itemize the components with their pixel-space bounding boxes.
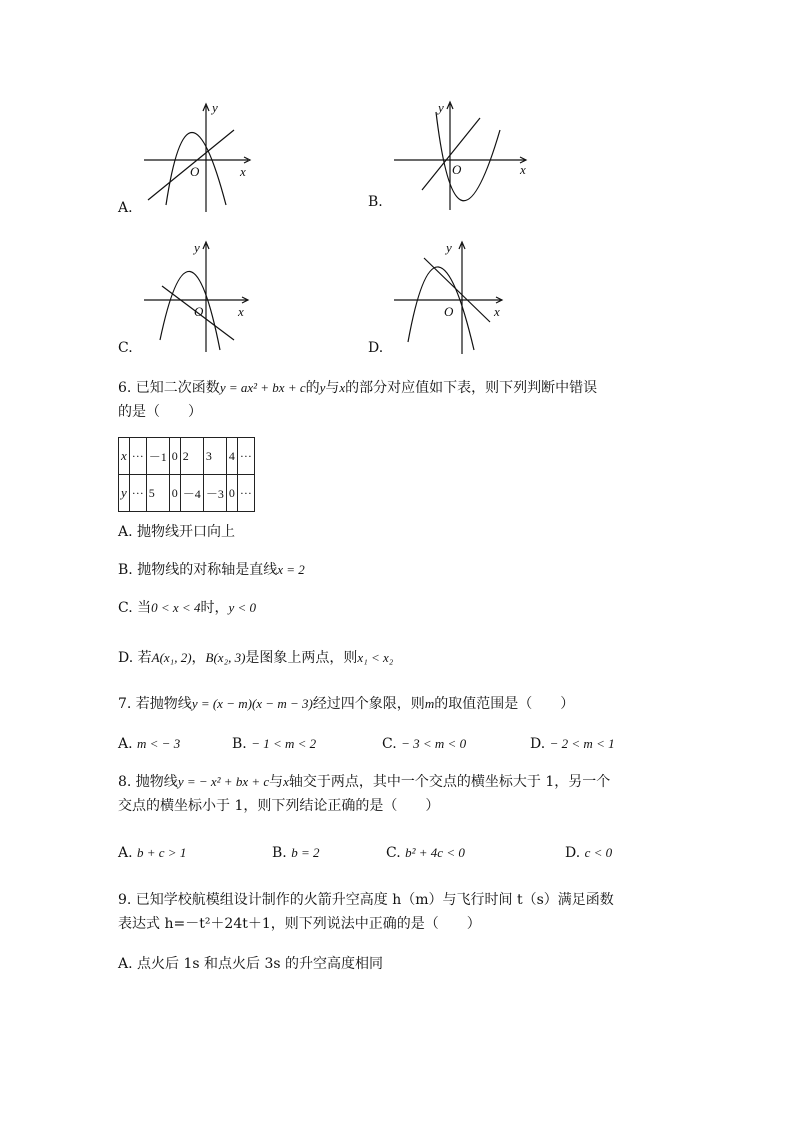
graph-option-d: [368, 238, 518, 360]
x-axis-label: x: [240, 164, 246, 179]
y-axis-label: y: [446, 240, 452, 255]
q7-stem: [118, 694, 574, 714]
graph-a-label: A.: [118, 200, 133, 216]
graph-option-c: [118, 238, 258, 360]
q7-option-b-math: − 1 < m < 2: [251, 736, 317, 751]
q6-function: y = ax² + bx + c: [219, 380, 306, 395]
q6-mid: 的: [305, 380, 320, 396]
q7-suffix-b: 的取值范围是（ ）: [434, 696, 575, 712]
q6-option-d-math1: A(x₁, 2): [151, 650, 192, 665]
q8-option-b-label: B.: [272, 845, 287, 861]
parabola: [408, 267, 474, 350]
table-cell: x: [119, 438, 130, 475]
q8-var-x: x: [283, 774, 289, 789]
table-cell: ···: [237, 475, 254, 512]
graph-a-figure: [138, 100, 258, 220]
table-cell: 3: [203, 438, 226, 475]
y-axis-label: y: [212, 100, 218, 115]
table-cell: －1: [146, 438, 169, 475]
q7-option-d-label: D.: [530, 736, 546, 752]
parabola: [436, 112, 500, 201]
q6-value-table: [118, 437, 255, 512]
q8-option-c-math: b² + 4c < 0: [405, 845, 465, 860]
q8-option-d-math: c < 0: [584, 845, 613, 860]
line: [422, 118, 480, 190]
q7-var-m: m: [424, 696, 435, 711]
table-cell: 2: [180, 438, 203, 475]
table-cell: 0: [169, 438, 180, 475]
origin-label: O: [190, 164, 200, 179]
x-axis-label: x: [520, 162, 526, 177]
table-cell: 0: [169, 475, 180, 512]
q8-option-b-math: b = 2: [291, 845, 320, 860]
graph-d-label: D.: [368, 340, 384, 356]
q6-option-d-math2: B(x₂, 3): [205, 650, 246, 665]
graph-c-label: C.: [118, 340, 133, 356]
q7-option-c-math: − 3 < m < 0: [401, 736, 467, 751]
origin-label: O: [444, 304, 454, 319]
q8-option-a-label: A.: [118, 845, 133, 861]
graph-b-label: B.: [368, 194, 383, 210]
q6-option-d-math3: x₁ < x₂: [357, 650, 394, 665]
table-row-x: [119, 438, 255, 475]
q6-option-d-mid: 是图象上两点，则: [245, 650, 358, 666]
q6-option-c-mid: 时，: [200, 600, 229, 616]
q6-option-c-text: C. 当: [118, 600, 152, 616]
q6-option-d: [118, 648, 393, 668]
graph-c-figure: [138, 238, 258, 358]
q7-function: y = (x − m)(x − m − 3): [191, 696, 313, 711]
q6-option-c: [118, 598, 256, 618]
q6-var-x: x: [339, 380, 346, 395]
q9-line1: 9. 已知学校航模组设计制作的火箭升空高度 h（m）与飞行时间 t（s）满足函数: [118, 892, 614, 908]
q7-prefix: 7. 若抛物线: [118, 696, 192, 712]
q8-prefix: 8. 抛物线: [118, 774, 178, 790]
q8-function: y = − x² + bx + c: [177, 774, 270, 789]
q7-option-c: [382, 734, 466, 754]
graph-d-figure: [390, 238, 510, 358]
q7-option-c-label: C.: [382, 736, 397, 752]
table-row-y: [119, 475, 255, 512]
q6-option-c-math2: y < 0: [228, 600, 256, 615]
q6-line1: [118, 378, 597, 398]
q7-option-b-label: B.: [232, 736, 247, 752]
graph-option-a: [118, 100, 258, 222]
q6-option-b-text: B. 抛物线的对称轴是直线: [118, 562, 278, 578]
q6-line2: 的是（ ）: [118, 404, 202, 420]
x-axis-label: x: [238, 304, 244, 319]
origin-label: O: [194, 304, 204, 319]
q6-option-c-math1: 0 < x < 4: [151, 600, 201, 615]
q7-option-d: [530, 734, 615, 754]
q8-option-c-label: C.: [386, 845, 401, 861]
q7-suffix-a: 经过四个象限，则: [312, 696, 425, 712]
origin-label: O: [452, 162, 462, 177]
graph-option-b: [368, 100, 538, 222]
q8-line1: [118, 772, 610, 792]
q9-option-a: A. 点火后 1s 和点火后 3s 的升空高度相同: [118, 956, 383, 972]
q8-line2: 交点的横坐标小于 1，则下列结论正确的是（ ）: [118, 798, 440, 814]
table-cell: ···: [129, 475, 146, 512]
q8-option-d: [565, 843, 612, 863]
line: [424, 258, 490, 322]
table-cell: －3: [203, 475, 226, 512]
q6-var-y: y: [319, 380, 326, 395]
q6-prefix: 6. 已知二次函数: [118, 380, 220, 396]
q7-option-b: [232, 734, 316, 754]
q6-option-d-text: D. 若: [118, 650, 152, 666]
q8-option-d-label: D.: [565, 845, 581, 861]
q6-and: 与: [325, 380, 340, 396]
q6-option-d-sep: ，: [191, 650, 206, 666]
table-cell: 4: [226, 438, 237, 475]
q7-option-a: [118, 734, 180, 754]
table-cell: ···: [237, 438, 254, 475]
q6-option-b-math: x = 2: [277, 562, 305, 577]
q7-option-a-label: A.: [118, 736, 133, 752]
q8-mid: 与: [269, 774, 284, 790]
q6-suffix: 的部分对应值如下表，则下列判断中错误: [345, 380, 598, 396]
y-axis-label: y: [194, 240, 200, 255]
x-axis-label: x: [494, 304, 500, 319]
q8-option-c: [386, 843, 465, 863]
q8-option-a: [118, 843, 186, 863]
q8-option-b: [272, 843, 319, 863]
table-cell: －4: [180, 475, 203, 512]
q9-line2: 表达式 h=－t²＋24t＋1，则下列说法中正确的是（ ）: [118, 916, 481, 932]
table-cell: ···: [129, 438, 146, 475]
q7-option-a-math: m < − 3: [137, 736, 181, 751]
parabola: [160, 271, 220, 350]
y-axis-label: y: [438, 100, 444, 115]
graph-b-figure: [390, 100, 535, 220]
q7-option-d-math: − 2 < m < 1: [549, 736, 615, 751]
q8-option-a-math: b + c > 1: [137, 845, 187, 860]
table-cell: 5: [146, 475, 169, 512]
table-cell: y: [119, 475, 130, 512]
table-cell: 0: [226, 475, 237, 512]
q6-option-b: [118, 560, 305, 580]
q8-suffix: 轴交于两点，其中一个交点的横坐标大于 1，另一个: [288, 774, 611, 790]
q6-option-a: A. 抛物线开口向上: [118, 524, 236, 540]
